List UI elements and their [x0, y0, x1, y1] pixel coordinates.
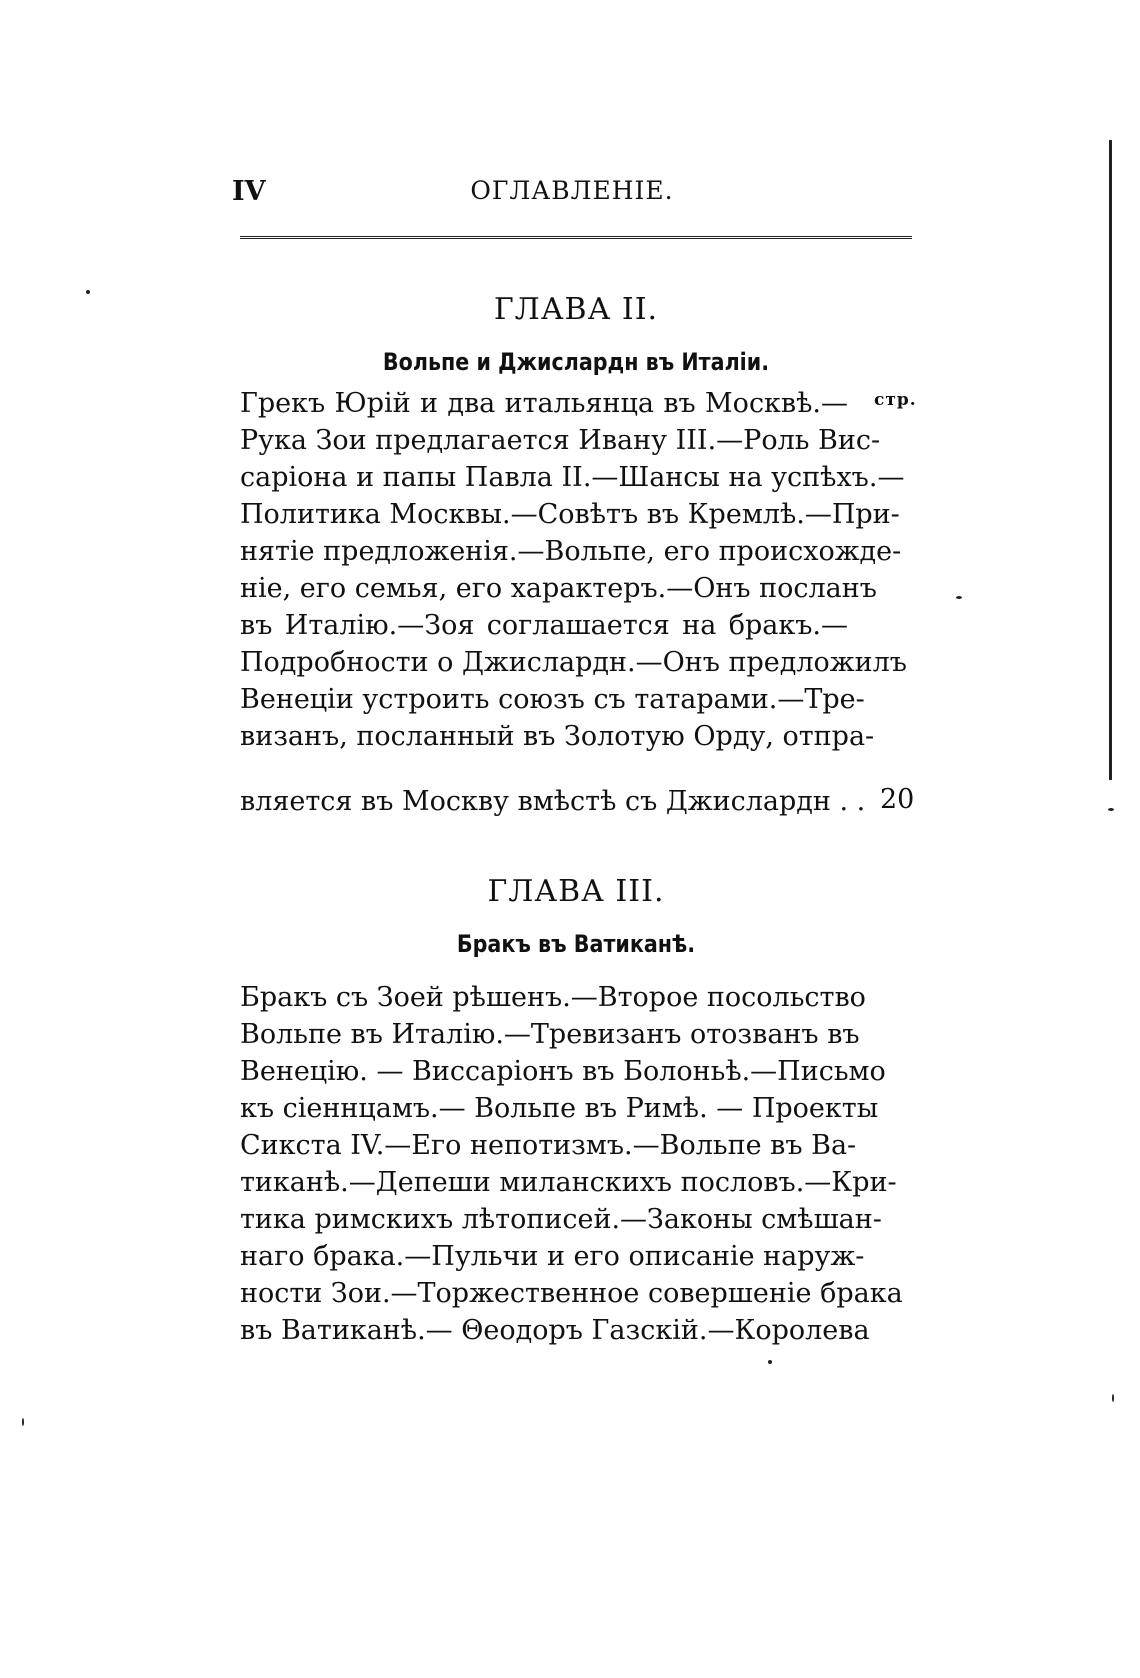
toc-line: саріона и папы Павла II.—Шансы на успѣхъ.—: [240, 462, 905, 493]
scan-speck: [1108, 808, 1114, 811]
running-head: [232, 176, 912, 216]
toc-line: ніе, его семья, его характеръ.—Онъ посланъ: [240, 573, 877, 604]
toc-line: Вольпе въ Италію.—Тревизанъ отозванъ въ: [240, 1019, 860, 1050]
toc-line: нятіе предложенія.—Вольпе, его происхожде-: [240, 536, 902, 567]
chapter-title: ГЛАВА II.: [493, 292, 659, 327]
toc-line: Политика Москвы.—Совѣтъ въ Кремлѣ.—При-: [240, 499, 900, 530]
toc-line: къ сіеннцамъ.— Вольпе въ Римѣ. — Проекты: [240, 1093, 879, 1124]
scan-speck: [86, 290, 90, 294]
toc-line: вляется въ Москву вмѣстѣ съ Джислардн . .: [240, 786, 866, 817]
toc-line: Грекъ Юрій и два итальянца въ Москвѣ.—: [240, 388, 848, 419]
page-column-label: стр.: [874, 390, 917, 410]
toc-line: Подробности о Джислардн.—Онъ предложилъ: [240, 647, 907, 678]
toc-line: въ Италію.—Зоя соглашается на бракъ.—: [240, 610, 848, 641]
toc-line: Венеціи устроить союзъ съ татарами.—Тре-: [240, 684, 865, 715]
toc-line: Венецію. — Виссаріонъ въ Болоньѣ.—Письмо: [240, 1056, 886, 1087]
scan-speck: [768, 1360, 772, 1364]
toc-line: Бракъ съ Зоей рѣшенъ.—Второе посольство: [240, 982, 866, 1013]
scan-edge-line: [1109, 140, 1112, 780]
scan-speck: [956, 596, 962, 599]
header-rule: [240, 236, 912, 239]
page-number: 20: [880, 784, 915, 815]
toc-line: наго брака.—Пульчи и его описаніе наруж-: [240, 1241, 865, 1272]
toc-line: Сикста IV.—Его непотизмъ.—Вольпе въ Ва-: [240, 1130, 857, 1161]
toc-line: тика римскихъ лѣтописей.—Законы смѣшан-: [240, 1204, 882, 1235]
chapter-subtitle: Вольпе и Джислардн въ Италіи.: [382, 348, 770, 376]
toc-line: Рука Зои предлагается Ивану III.—Роль Вис-: [240, 425, 881, 456]
toc-line: ности Зои.—Торжественное совершеніе брака: [240, 1278, 903, 1309]
toc-line: тиканѣ.—Депеши миланскихъ пословъ.—Кри-: [240, 1167, 897, 1198]
scan-speck: [1112, 1394, 1114, 1402]
running-title: ОГЛАВЛЕНІЕ.: [470, 176, 674, 205]
toc-line: визанъ, посланный въ Золотую Орду, отпра-: [240, 721, 875, 752]
chapter-title: ГЛАВА III.: [487, 874, 665, 909]
page-folio: IV: [232, 176, 266, 207]
scan-speck: [22, 1418, 24, 1426]
chapter-subtitle: Бракъ въ Ватиканѣ.: [456, 930, 696, 958]
toc-line: въ Ватиканѣ.— Θеодоръ Газскій.—Королева: [240, 1315, 870, 1346]
